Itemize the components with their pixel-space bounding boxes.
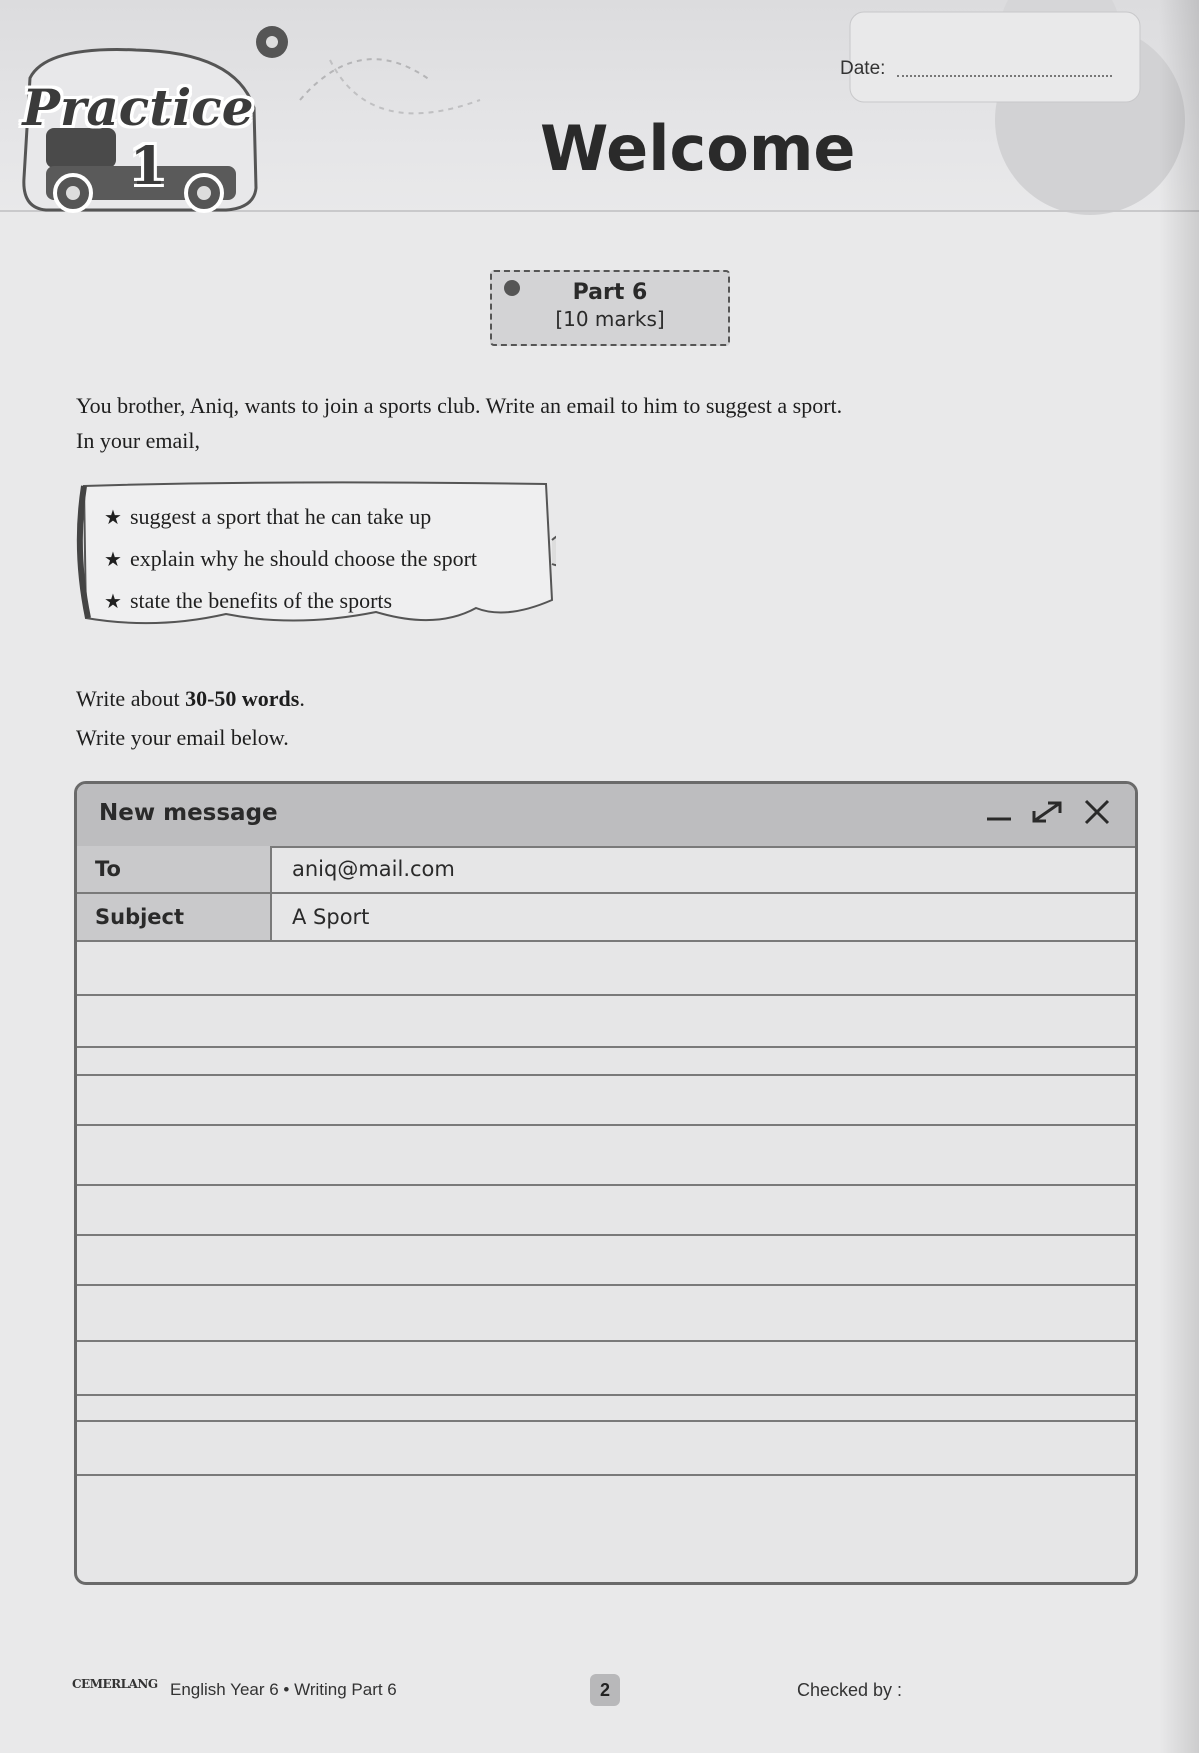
- subject-label: Subject: [77, 894, 272, 940]
- task-point: state the benefits of the sports: [130, 588, 393, 613]
- write-line: [77, 1074, 1135, 1076]
- part-title: Part 6: [572, 280, 648, 305]
- write-line: [77, 1474, 1135, 1476]
- star-icon: ★: [104, 547, 122, 571]
- write-line: [77, 1234, 1135, 1236]
- task-instruction: You brother, Aniq, wants to join a sports club. Write an email to him to suggest a sport.: [76, 393, 843, 418]
- in-your-email: In your email,: [76, 428, 201, 453]
- email-header-bar: [77, 784, 1135, 848]
- list-item: [104, 538, 477, 580]
- write-line: [77, 1046, 1135, 1048]
- write-line: [77, 1340, 1135, 1342]
- close-icon[interactable]: [1079, 796, 1115, 828]
- date-label: Date:: [840, 58, 886, 79]
- write-line: [77, 1124, 1135, 1126]
- practice-badge-label: Practice: [22, 78, 254, 137]
- task-points: [104, 496, 477, 622]
- star-icon: ★: [104, 505, 122, 529]
- email-compose-window: [74, 781, 1138, 1585]
- pin-icon: [504, 280, 520, 296]
- to-row: [77, 846, 1135, 894]
- write-below-instruction: Write your email below.: [76, 725, 289, 750]
- page-title: Welcome: [540, 112, 856, 185]
- to-field[interactable]: aniq@mail.com: [292, 857, 455, 881]
- write-line: [77, 1394, 1135, 1396]
- star-icon: ★: [104, 589, 122, 613]
- word-count-prefix: Write about: [76, 686, 186, 711]
- minimize-icon[interactable]: [981, 796, 1017, 828]
- subject-field[interactable]: A Sport: [292, 905, 370, 929]
- book-label: English Year 6 • Writing Part 6: [170, 1680, 397, 1699]
- word-count-suffix: .: [299, 686, 305, 711]
- task-point: explain why he should choose the sport: [130, 546, 478, 571]
- expand-icon[interactable]: [1029, 796, 1065, 828]
- page-number: 2: [590, 1674, 620, 1706]
- part-marks: [10 marks]: [555, 307, 665, 331]
- list-item: [104, 496, 477, 538]
- word-count-bold: 30-50 words: [185, 686, 300, 711]
- publisher-logo-text: CEMERLANG: [72, 1677, 158, 1691]
- list-item: [104, 580, 477, 622]
- write-line: [77, 1184, 1135, 1186]
- part-box: [490, 270, 730, 346]
- date-field[interactable]: [897, 75, 1112, 77]
- page-edge-shadow: [1159, 0, 1199, 1753]
- practice-badge-number: 1: [129, 136, 167, 197]
- checked-by-label: Checked by :: [797, 1680, 903, 1700]
- write-line: [77, 994, 1135, 996]
- to-label: To: [77, 846, 272, 892]
- task-point: suggest a sport that he can take up: [130, 504, 432, 529]
- write-line: [77, 1284, 1135, 1286]
- word-count-instruction: [76, 685, 305, 713]
- email-header-title: New message: [99, 800, 278, 826]
- write-line: [77, 1420, 1135, 1422]
- subject-row: [77, 894, 1135, 942]
- publisher-logo: [72, 1677, 158, 1691]
